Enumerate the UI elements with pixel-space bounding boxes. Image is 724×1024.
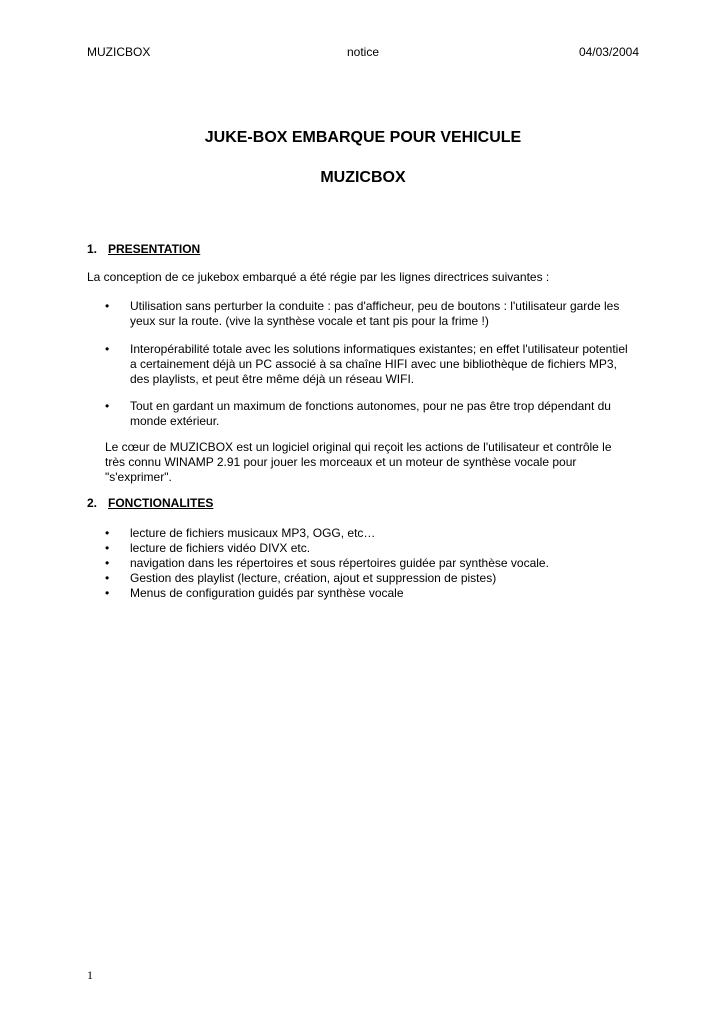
- section-number: 1.: [87, 242, 98, 256]
- paragraph-line: "s'exprimer".: [105, 470, 172, 484]
- section-title: PRESENTATION: [108, 242, 201, 256]
- section-heading-fonctionalites: [87, 496, 213, 511]
- bullet-icon: •: [105, 556, 110, 570]
- bullet-icon: •: [105, 299, 110, 313]
- bullet-text-line: monde extérieur.: [130, 414, 220, 428]
- paragraph-line: très connu WINAMP 2.91 pour jouer les morceaux et un moteur de synthèse vocale pour: [105, 455, 577, 469]
- bullet-icon: •: [105, 571, 110, 585]
- intro-paragraph: La conception de ce jukebox embarqué a été régie par les lignes directrices suivantes :: [87, 270, 550, 284]
- feature-text: Gestion des playlist (lecture, création, ajout et suppression de pistes): [130, 571, 497, 585]
- header-center: notice: [346, 45, 380, 59]
- bullet-icon: •: [105, 526, 110, 540]
- features-list: [105, 526, 640, 601]
- feature-text: lecture de fichiers musicaux MP3, OGG, etc…: [130, 526, 376, 540]
- bullet-text-line: a certainement déjà un PC associé à sa chaîne HIFI avec une bibliothèque de fichiers MP3,: [130, 357, 617, 371]
- list-item: [105, 526, 640, 541]
- section-number: 2.: [87, 496, 98, 510]
- bullet-text-line: des playlists, et peut être même déjà un réseau WIFI.: [130, 372, 415, 386]
- list-item: [105, 541, 640, 556]
- header-date: 04/03/2004: [578, 45, 639, 59]
- feature-text: navigation dans les répertoires et sous répertoires guidée par synthèse vocale.: [130, 556, 549, 570]
- bullet-icon: •: [105, 342, 110, 356]
- page-header: [87, 44, 639, 60]
- list-item: [105, 586, 640, 601]
- bullet-icon: •: [105, 399, 110, 413]
- feature-text: lecture de fichiers vidéo DIVX etc.: [130, 541, 311, 555]
- list-item: [105, 399, 640, 429]
- section-heading-presentation: [87, 242, 200, 257]
- feature-text: Menus de configuration guidés par synthèse vocale: [130, 586, 404, 600]
- document-subtitle: MUZICBOX: [320, 169, 406, 186]
- header-left: MUZICBOX: [87, 45, 151, 59]
- page-number: 1: [87, 968, 93, 982]
- list-item: [105, 556, 640, 571]
- list-item: [105, 571, 640, 586]
- bullet-text-line: Tout en gardant un maximum de fonctions autonomes, pour ne pas être trop dépendant du: [130, 399, 611, 413]
- list-item: [105, 299, 640, 329]
- bullet-icon: •: [105, 586, 110, 600]
- paragraph-line: Le cœur de MUZICBOX est un logiciel original qui reçoit les actions de l'utilisateur et contrôle le: [105, 440, 612, 454]
- document-title: JUKE-BOX EMBARQUE POUR VEHICULE: [204, 129, 522, 146]
- bullet-icon: •: [105, 541, 110, 555]
- bullet-text-line: yeux sur la route. (vive la synthèse vocale et tant pis pour la frime !): [130, 314, 489, 328]
- list-item: [105, 342, 640, 387]
- section-title: FONCTIONALITES: [108, 496, 214, 510]
- closing-paragraph: [105, 440, 640, 485]
- bullet-text-line: Interopérabilité totale avec les solutions informatiques existantes; en effet l'utilisateur potentiel: [130, 342, 628, 356]
- bullet-text-line: Utilisation sans perturber la conduite : pas d'afficheur, peu de boutons : l'utilisateur garde les: [130, 299, 620, 313]
